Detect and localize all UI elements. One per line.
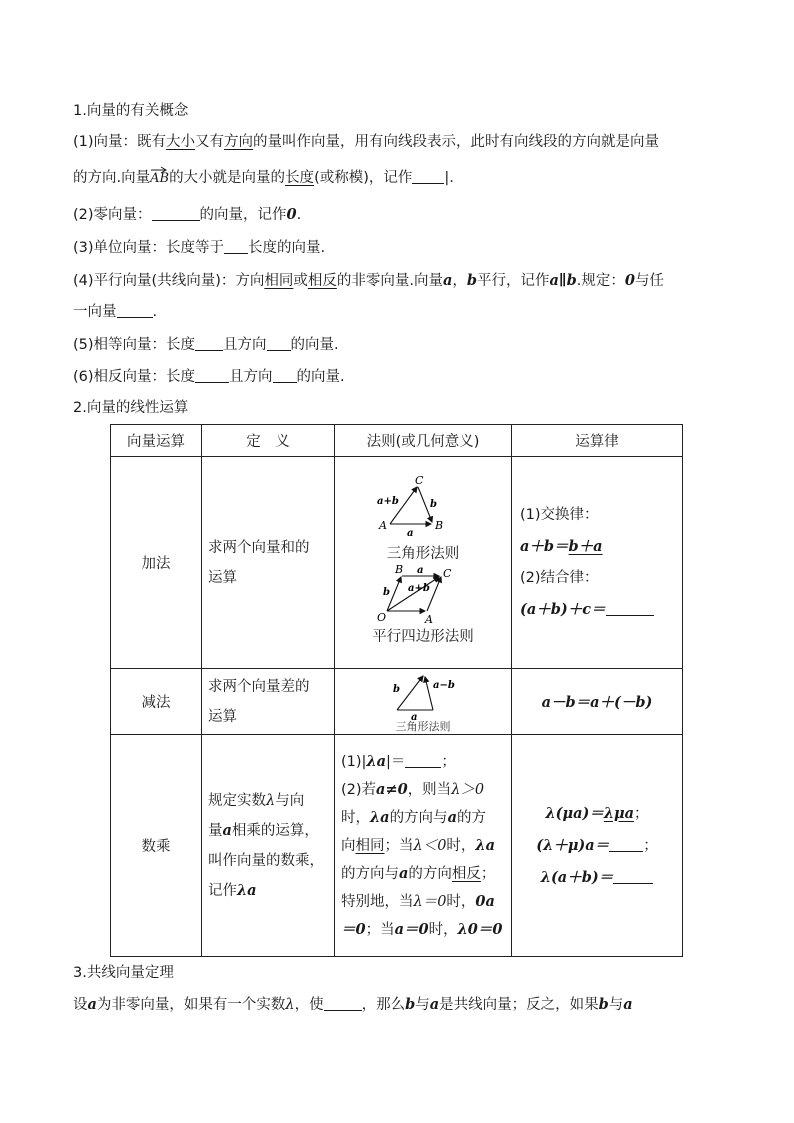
tri-label-b: b <box>430 498 437 510</box>
para-zero-vector: (2)零向量： 的向量，记作0. <box>73 206 302 223</box>
header-operation: 向量运算 <box>111 425 202 457</box>
def-addition: 求两个向量和的 运算 <box>202 457 335 669</box>
blank <box>324 996 362 1011</box>
blank <box>195 336 223 351</box>
linear-operations-table <box>110 424 683 957</box>
para-vector-def: (1)向量：既有大小又有方向的量叫作向量，用有向线段表示，此时有向线段的方向就是向量 <box>73 134 660 150</box>
underline-length: 长度 <box>285 170 315 186</box>
para-label-O: O <box>377 610 387 624</box>
para-label-C: C <box>443 566 452 580</box>
table-row-addition <box>111 457 683 669</box>
law-scalar-mult: λ(μa)＝λμa； (λ＋μ)a＝ ； λ(a＋b)＝ <box>512 735 683 957</box>
sub-label-a: a <box>411 711 418 723</box>
def-subtraction: 求两个向量差的 运算 <box>202 669 335 735</box>
vector-ab: AB <box>150 171 169 186</box>
subtraction-triangle-figure <box>335 670 511 723</box>
para-equal-vector: (5)相等向量：长度 且方向 的向量. <box>73 337 339 353</box>
blank <box>152 206 200 221</box>
table-row-scalar-mult <box>111 735 683 957</box>
op-name-scalar-mult: 数乘 <box>111 735 202 957</box>
para-collinear-theorem: 设a为非零向量，如果有一个实数λ，使 ，那么b与a是共线向量；反之，如果b与a <box>73 996 633 1013</box>
law-subtraction: a－b＝a＋(－b) <box>512 669 683 735</box>
blank <box>405 753 441 768</box>
def-scalar-mult: 规定实数λ与向 量a相乘的运算， 叫作向量的数乘， 记作λa <box>202 735 335 957</box>
underline-direction: 方向 <box>224 134 254 150</box>
blank <box>606 601 654 616</box>
para-label-b: b <box>383 586 390 598</box>
blank <box>267 336 291 351</box>
op-name-subtraction: 减法 <box>111 669 202 735</box>
para-label-A: A <box>425 612 433 626</box>
table-header-row <box>111 425 683 457</box>
para-parallel-cont: 一向量 . <box>73 304 158 320</box>
para-opposite-vector: (6)相反向量：长度 且方向 的向量. <box>73 369 345 385</box>
para-vector-length: 的方向.向量 AB的大小就是向量的长度(或称模)，记作 |. <box>73 168 454 189</box>
tri-label-C: C <box>415 473 424 487</box>
para-parallel-vector: (4)平行向量(共线向量)：方向相同或相反的非零向量.向量a，b平行，记作a∥b.规定：0与任 <box>73 272 664 289</box>
blank <box>412 169 444 184</box>
sub-label-amb: a−b <box>433 679 455 691</box>
caption-parallelogram-rule: 平行四边形法则 <box>372 628 474 645</box>
triangle-rule-figure <box>335 474 511 542</box>
parallelogram-rule-figure <box>335 563 511 625</box>
table-row-subtraction <box>111 669 683 735</box>
section-3-title: 3.共线向量定理 <box>73 965 174 981</box>
sub-label-b: b <box>393 683 400 695</box>
blank <box>117 303 153 318</box>
blank <box>224 239 248 254</box>
para-unit-vector: (3)单位向量：长度等于 长度的向量. <box>73 240 326 256</box>
caption-triangle-rule: 三角形法则 <box>386 545 460 562</box>
para-label-B: B <box>395 562 404 576</box>
rule-subtraction <box>335 669 512 735</box>
rule-scalar-mult: (1)|λa|＝ ； (2)若a≠0，则当λ＞0 时，λa的方向与a的方 向相同；当λ＜0时，λa 的方向与a的方向相反； 特别地，当λ＝0时，0a ＝0；当a＝0时，λ0＝0 <box>335 735 512 957</box>
blank <box>195 368 229 383</box>
header-definition: 定 义 <box>202 425 335 457</box>
tri-label-B: B <box>435 518 444 532</box>
blank <box>609 837 643 852</box>
para-label-a: a <box>417 564 424 576</box>
caption-subtraction-rule: 三角形法则 <box>395 719 451 733</box>
section-1-title: 1.向量的有关概念 <box>73 103 189 119</box>
op-name-addition: 加法 <box>111 457 202 669</box>
tri-label-A: A <box>379 518 387 532</box>
blank <box>273 368 297 383</box>
header-rule: 法则(或几何意义) <box>335 425 512 457</box>
para-label-apb: a+b <box>408 582 430 594</box>
law-addition: (1)交换律： a＋b＝b＋a (2)结合律： (a＋b)＋c＝ <box>512 457 683 669</box>
section-2-title: 2.向量的线性运算 <box>73 400 189 416</box>
tri-label-a: a <box>407 527 414 539</box>
rule-addition <box>335 457 512 669</box>
header-law: 运算律 <box>512 425 683 457</box>
blank <box>613 869 653 884</box>
arrow-icon <box>150 165 168 173</box>
tri-label-apb: a+b <box>377 495 399 507</box>
underline-size: 大小 <box>166 134 196 150</box>
